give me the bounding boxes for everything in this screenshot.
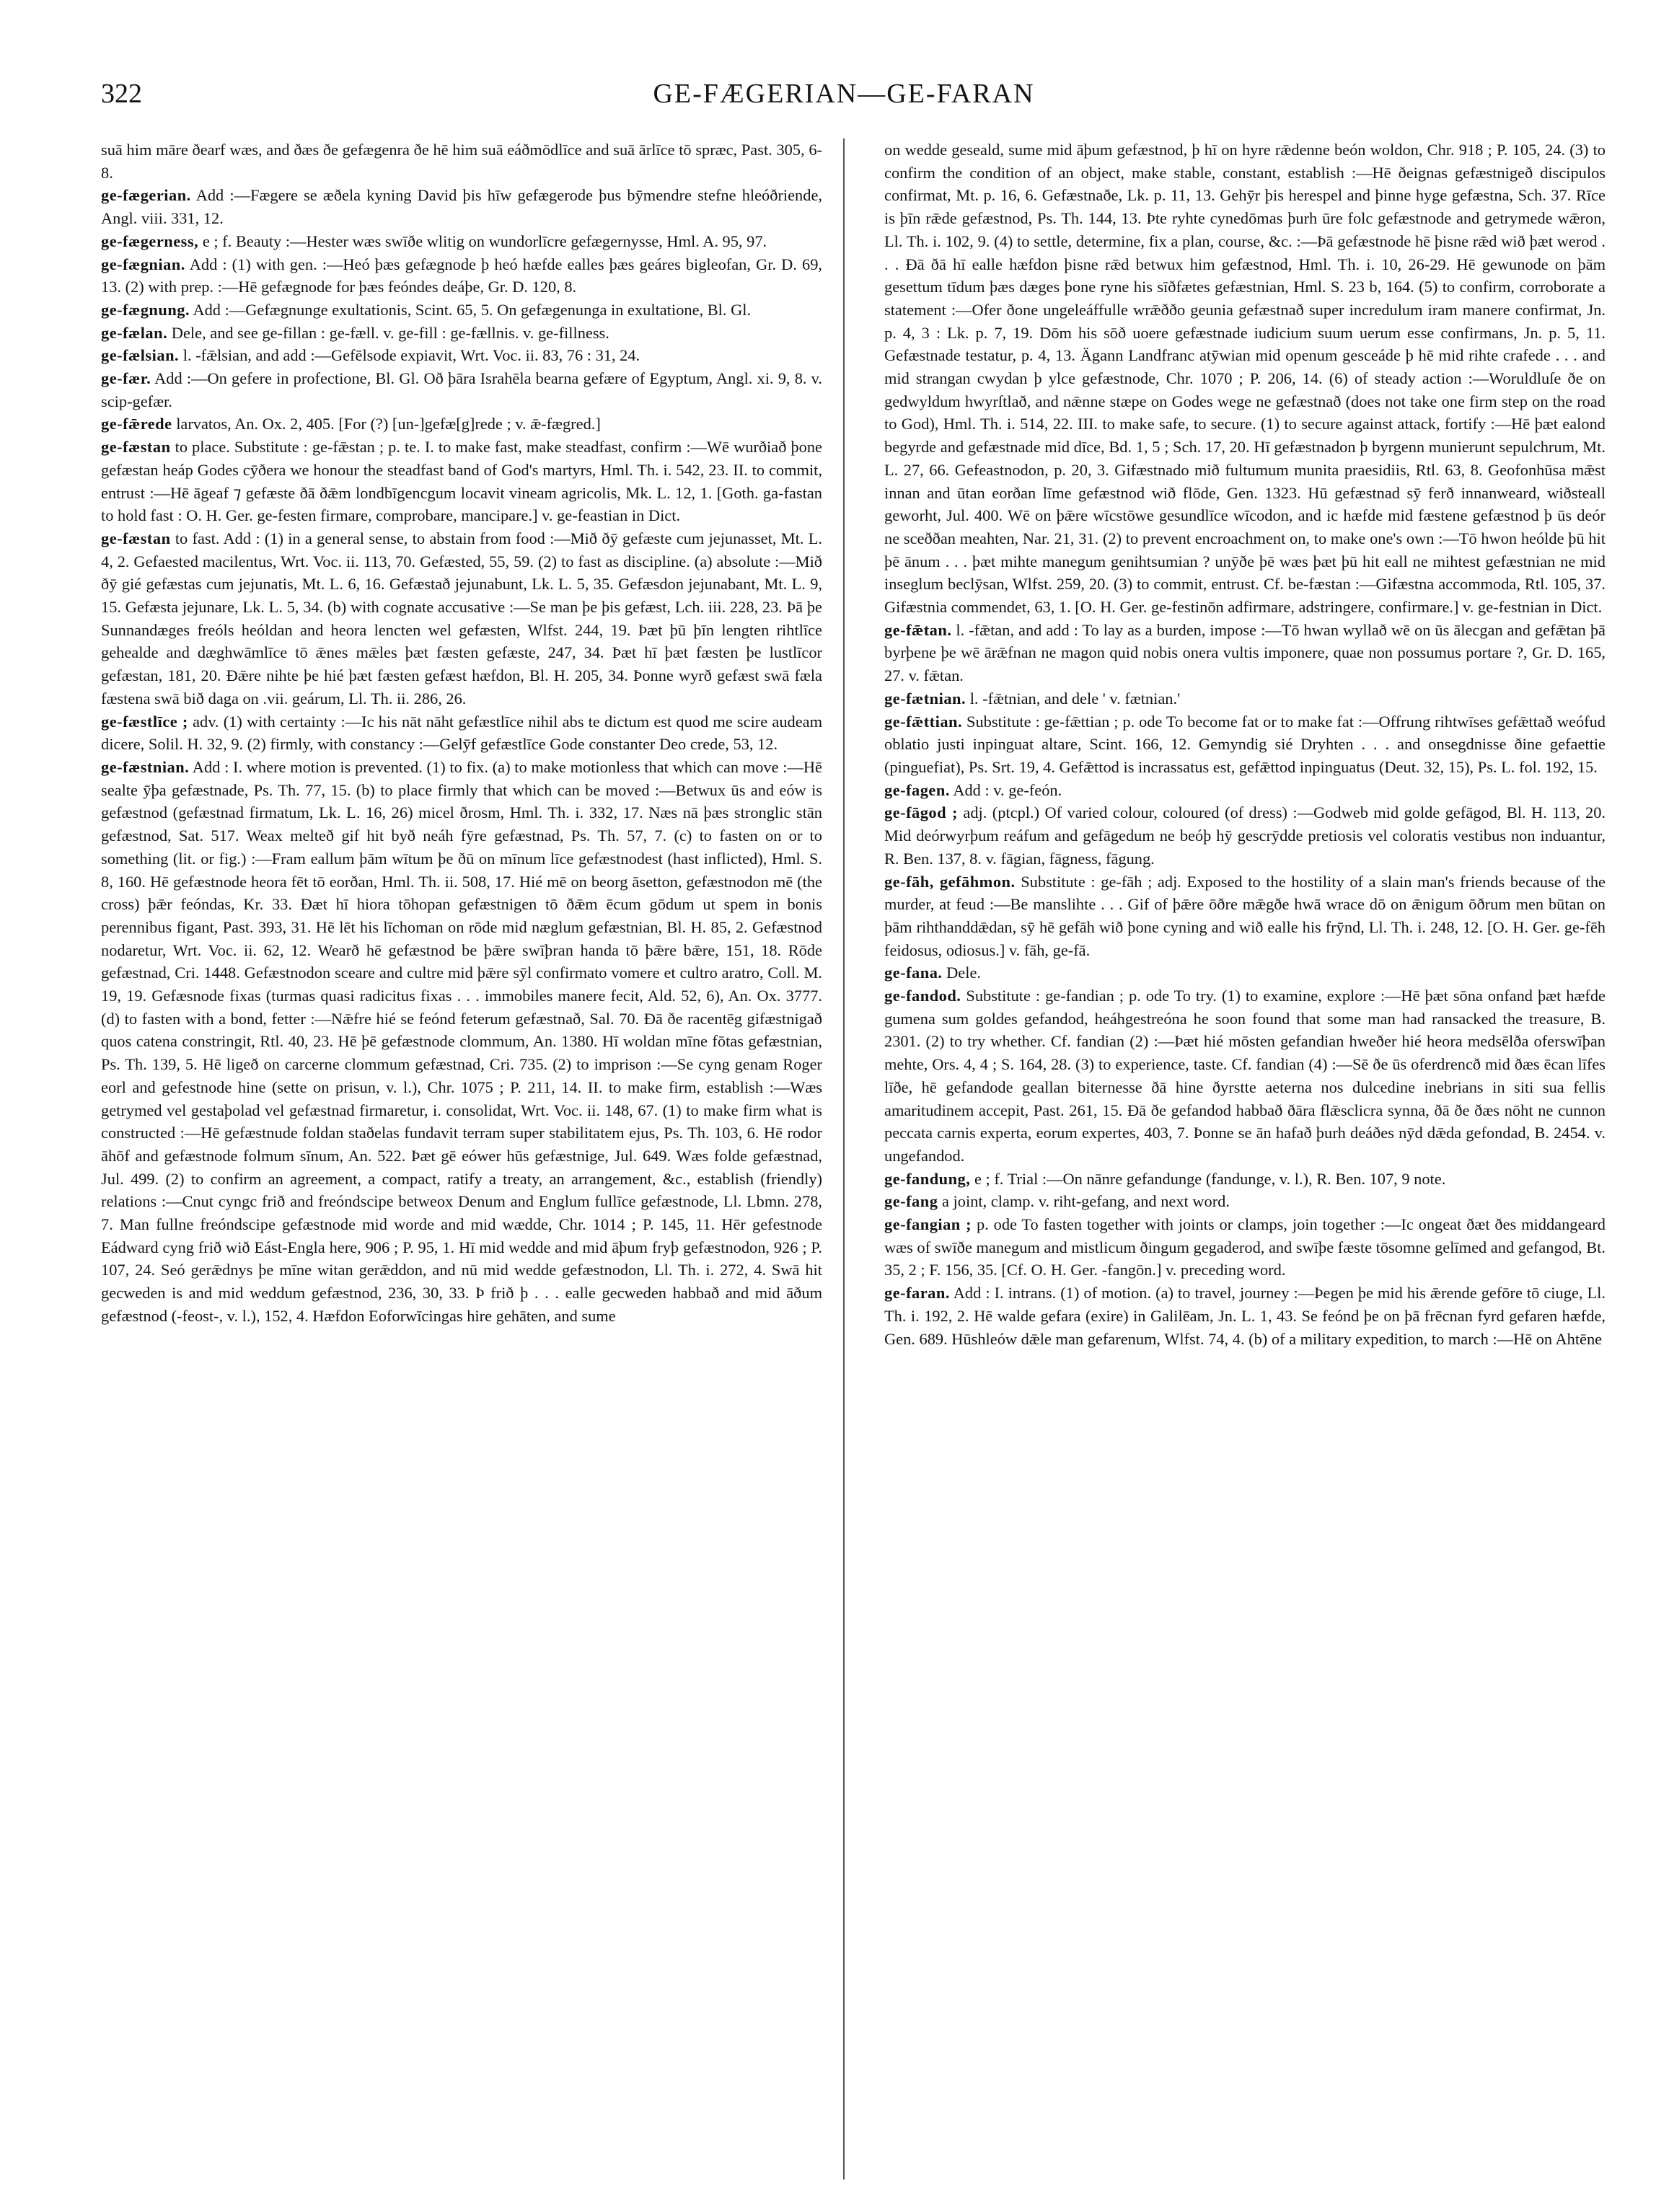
dictionary-entry <box>884 961 1606 984</box>
dictionary-entry <box>884 1168 1606 1191</box>
entry-text: p. ode To fasten together with joints or clamps, join together :—Ic ongeat ðæt ðes middangeard wæs of swīðe manegum and mistlicum ðingum gegaderod, and swīþe fæste tōsomne gelīmed and gefangod, Bt. 35, 2 ; F. 156, 35. [Cf. O. H. Ger. -fangōn.] v. preceding word. <box>884 1215 1606 1279</box>
entry-headword: ge-fæstan <box>101 529 171 547</box>
dictionary-entry <box>101 230 822 253</box>
entry-headword: ge-fæstan <box>101 438 171 457</box>
entry-text: l. -fǣlsian, and add :—Gefēlsode expiavit, Wrt. Voc. ii. 83, 76 : 31, 24. <box>182 346 640 365</box>
entry-text: Dele, and see ge-fillan : ge-fæll. v. ge-fill : ge-fællnis. v. ge-fillness. <box>171 323 609 342</box>
dictionary-entry <box>101 413 822 436</box>
entry-text: Dele. <box>946 964 981 982</box>
dictionary-entry <box>884 710 1606 779</box>
entry-headword: ge-faran. <box>884 1284 950 1303</box>
entry-text: Add :—On gefere in profectione, Bl. Gl. Oð þāra Israhēla bearna gefære of Egyptum, Angl. xi. 9, 8. v. scip-gefær. <box>101 369 822 410</box>
entry-headword: ge-fær. <box>101 369 151 388</box>
entry-text: adj. (ptcpl.) Of varied colour, coloured (of dress) :—Godweb mid golde gefāgod, Bl. H. 113, 20. Mid deórwyrþum reáfum and gefāgedum ne beóþ hȳ gescrȳdde pretiosis vel coloratis vestibus non induantur, R. Ben. 137, 8. v. fāgian, fāgness, fāgung. <box>884 803 1606 868</box>
dictionary-entry <box>101 710 822 756</box>
entry-headword: ge-fagen. <box>884 780 950 799</box>
entry-headword: ge-fandod. <box>884 987 961 1005</box>
entry-text: a joint, clamp. v. riht-gefang, and next word. <box>942 1192 1230 1211</box>
running-head: GE-FÆGERIAN—GE-FARAN <box>653 79 1035 109</box>
dictionary-entry <box>884 1213 1606 1282</box>
entry-text: e ; f. Trial :—On nānre gefandunge (fandunge, v. l.), R. Ben. 107, 9 note. <box>974 1169 1446 1188</box>
right-column <box>884 138 1606 2180</box>
dictionary-entry <box>101 527 822 710</box>
entry-text: Substitute : ge-fandian ; p. ode To try. (1) to examine, explore :—Hē þæt sōna onfand þæt hæfde gumena sum goldes gefandod, heáhgestreóna he soon found that some man had ransacked the treasure, B. 2301. (2) to try whether. Cf. fandian (2) :—Þæt hié mōsten gefandian hweðer hié heora medsēlða oferswīþan mehte, Ors. 4, 4 ; S. 164, 28. (3) to experience, taste. Cf. fandian (4) :—Sē ðe ūs oferdrencð mid ðæs ēcan līfes līðe, hē gefandode geallan biternesse ðā hine ðyrstte aeterna nos dulcedine inebrians in siti sua fellis amaritudinem accepit, Past. 261, 15. Ðā ðe gefandod habbað ðāra flǣsclicra synna, ðā ðe ðæs nōht ne cunnon peccata carnis experta, eorum expertes, 403, 7. Þonne se ān hafað þurh deáðes nȳd dǣda gefondad, B. 2454. v. ungefandod. <box>884 987 1606 1165</box>
left-column <box>101 138 822 2180</box>
entry-text: Add :—Fægere se æðela kyning David þis hīw gefægerode þus bȳmendre stefne hleóðriende, Angl. viii. 331, 12. <box>101 186 822 228</box>
entry-text: Add : I. intrans. (1) of motion. (a) to travel, journey :—Þegen þe mid his ǣrende gefōre tō ciuge, Ll. Th. i. 192, 2. Hē walde gefara (exire) in Galilēam, Jn. L. 1, 43. Se feónd þe on þā frēcnan fyrd gefaren hæfde, Gen. 689. Hūshleów dǣle man gefarenum, Wlfst. 74, 4. (b) of a military expedition, to march :—Hē on Ahtēne <box>884 1284 1606 1348</box>
dictionary-entry <box>884 1190 1606 1213</box>
entry-headword: ge-fælsian. <box>101 346 180 365</box>
entry-headword: ge-fangian ; <box>884 1215 972 1234</box>
dictionary-entry <box>101 138 822 184</box>
entry-headword: ge-fāgod ; <box>884 803 958 822</box>
entry-headword: ge-fandung, <box>884 1169 971 1188</box>
dictionary-entry <box>101 184 822 229</box>
entry-headword: ge-fægerian. <box>101 186 191 205</box>
entry-headword: ge-fana. <box>884 964 943 982</box>
dictionary-entry <box>101 322 822 345</box>
dictionary-entry <box>884 619 1606 687</box>
dictionary-entry <box>884 779 1606 802</box>
entry-text: suā him māre ðearf wæs, and ðæs ðe gefægenra ðe hē him suā eáðmōdlīce and suā ārlīce tō spræc, Past. 305, 6-8. <box>101 141 822 182</box>
entry-headword: ge-fægnian. <box>101 255 185 273</box>
entry-headword: ge-fǣtan. <box>884 620 952 639</box>
dictionary-entry <box>101 344 822 367</box>
entry-headword: ge-fægerness, <box>101 232 199 250</box>
dictionary-entry <box>101 367 822 413</box>
column-divider <box>843 138 845 2180</box>
entry-text: to place. Substitute : ge-fǣstan ; p. te. I. to make fast, make steadfast, confirm :—Wē wurðiað þone gefæstan heáp Godes cȳðera we honour the steadfast band of God's martyrs, Hml. Th. i. 542, 23. II. to commit, entrust :—Hē āgeaf ⁊ gefæste ðā ðǣm londbīgencgum locavit vineam agricolis, Mk. L. 12, 1. [Goth. ga-fastan to hold fast : O. H. Ger. ge-festen firmare, comprobare, mancipare.] v. ge-feastian in Dict. <box>101 438 822 525</box>
dictionary-entry <box>884 984 1606 1168</box>
entry-text: Substitute : ge-fǣttian ; p. ode To become fat or to make fat :—Offrung rihtwīses gefǣttað weófud oblatio justi inpinguat altare, Scint. 166, 12. Gemyndig sié Dryhten . . . and onsegdnisse ðine gefaettie (pinguefiat), Ps. Srt. 19, 4. Gefǣttod is incrassatus est, gefǣttod inpinguatus (Deut. 32, 15), Ps. L. fol. 192, 15. <box>884 712 1606 776</box>
entry-headword: ge-fægnung. <box>101 300 190 319</box>
entry-headword: ge-fæstlīce ; <box>101 712 188 731</box>
dictionary-entry <box>884 801 1606 870</box>
dictionary-entry <box>101 299 822 322</box>
entry-headword: ge-fǣrede <box>101 415 172 433</box>
entry-text: Add :—Gefægnunge exultationis, Scint. 65, 5. On gefægenunga in exultatione, Bl. Gl. <box>193 300 752 319</box>
dictionary-entry <box>101 436 822 527</box>
dictionary-entry <box>101 253 822 299</box>
dictionary-entry <box>101 756 822 1328</box>
entry-text: Add : I. where motion is prevented. (1) to fix. (a) to make motionless that which can move :—Hē sealte ȳþa gefæstnade, Ps. Th. 77, 15. (b) to place firmly that which can be moved :—Betwux ūs and eów is gefæstnod (gefæstnad firmatum, Lk. L. 16, 26) micel ðrosm, Hml. Th. i. 332, 17. Næs nā þæs stronglic stān gefæstnod, Sat. 517. Weax melteð gif hit byð neáh fȳre gefæstnad, Ps. Th. 57, 7. (c) to fasten on or to something (lit. or fig.) :—Fram eallum þām wītum þe ðū on mīnum līce gefæstnodest (hast inflicted), Hml. S. 8, 160. Hē gefæstnode heora fēt tō eorðan, Hml. Th. ii. 508, 17. Hié mē on beorg āsetton, gefæstnodon mē (the cross) þǣr feóndas, Kr. 33. Ðæt hī hiora tōhopan gefæstnigen tō ðǣm ēcum gōdum ut spem in bonis perennibus figant, Past. 393, 31. Hē lēt his līchoman on rōde mid næglum gefæstnian, Bl. H. 85, 2. Gefæstnod nodaretur, Wrt. Voc. ii. 62, 12. Wearð hē gefæstnod be þǣre swīþran handa tō þǣre bǣre, 151, 18. Rōde gefæstnad, Cri. 1448. Gefæstnodon sceare and cultre mid þǣre sȳl confirmato vomere et cultro aratro, Coll. M. 19, 19. Gefæsnode fixas (turmas quasi radicitus fixas . . . immobiles manere fecit, Ald. 52, 6), An. Ox. 3777. (d) to fasten with a bond, fetter :—Nǣfre hié se feónd feterum gefæstnað, Sal. 70. Ðā ðe racentēg gifæstnigað quos catena constringit, Rtl. 40, 23. Hē þē gefæstnode clommum, An. 1380. Hī woldan mīne fōtas gefæstnian, Ps. Th. 139, 5. Hē ligeð on carcerne clommum gefæstnad, Cri. 735. (2) to imprison :—Se cyng genam Roger eorl and gefestnode hine (sette on prisun, v. l.), Chr. 1075 ; P. 211, 14. II. to make firm, establish :—Wæs getrymed vel gestaþolad vel gefæstnad firmaretur, i. consolidat, Wrt. Voc. ii. 148, 67. (1) to make firm what is constructed :—Hē gefæstnude foldan staðelas fundavit terram super stabilitatem ejus, Ps. Th. 103, 6. Hē rodor āhōf and gefæstnode folmum sīnum, An. 522. Þæt gē eówer hūs gefæstnige, Jul. 649. Wæs folde gefæstnad, Jul. 499. (2) to confirm an agreement, a compact, ratify a treaty, an arrangement, &c., establish (friendly) relations :—Cnut cyngc frið and freóndscipe betweox Denum and Englum fullīce gefæstnode, Ll. Lbmn. 278, 7. Man fullne freóndscipe gefæstnode mid worde and mid wædde, Chr. 1014 ; P. 145, 11. Hēr gefestnode Eádward cyng frið wið Eást-Engla here, 906 ; P. 95, 1. Hī mid wedde and mid āþum fryþ gefæstnodon, 926 ; P. 107, 24. Seó gerǣdnys þe mīne witan gerǣddon, and nū mid wedde gefæstnodon, Ll. Th. i. 272, 4. Swā hit gecweden is and mid weddum gefæstnod, 236, 30, 33. Þ frið þ . . . ealle gecweden habbað and mid āðum gefæstnod (-feost-, v. l.), 152, 4. Hæfdon Eoforwīcingas hire gehāten, and sume <box>101 757 822 1325</box>
dictionary-entry <box>884 1282 1606 1350</box>
page-header <box>101 78 1587 121</box>
entry-headword: ge-fælan. <box>101 323 168 342</box>
entry-headword: ge-fāh, gefāhmon. <box>884 872 1016 891</box>
dictionary-entry <box>884 871 1606 962</box>
entry-text: on wedde geseald, sume mid āþum gefæstnod, þ hī on hyre rǣdenne beón woldon, Chr. 918 ; P. 105, 24. (3) to confirm the condition of an object, make stable, constant, establish :—Hē ðeignas gefæstnigeð discipulos confirmat, Mt. p. 16, 6. Gefæstnaðe, Lk. p. 11, 13. Gehȳr þis herespel and þinne hyge gefæstna, Sch. 37. Rīce is þīn rǣde gefæstnod, Ps. Th. 144, 13. Þte ryhte cynedōmas þurh ūre folc gefæstnode and getrymede wǣron, Ll. Th. i. 102, 9. (4) to settle, determine, fix a plan, course, &c. :—Þā gefæstnode hē þisne rǣd wið þæt werod . . . Ðā ðā hī ealle hæfdon þisne rǣd betwux him gefæstnod, Hml. Th. i. 10, 26-29. Hē gewunode on þām gesettum tīdum þæs dæges þone ryne his sīðfætes gefæstnian, Hml. S. 23 b, 164. (5) to confirm, corroborate a statement :—Ofer ðone ungeleáffulle wrǣððo geunia gefæstnað super incredulum iram manere confirmat, Jn. p. 4, 3 : Lk. p. 7, 19. Dōm his sōð uoere gefæstnade iudicium suum uerum esse confirmans, Jn. p. 5, 11. Gefæstnade testatur, p. 4, 13. Ägann Landfranc atȳwian mid openum gesceáde þ hē mid rihte crafede . . . and mid strangan cwydan þ ylce gefæstnode, Chr. 1070 ; P. 206, 14. (6) of steady action :—Woruldluſe ðe on gedwyldum hwyrſtlað, and nǣnne stæpe on Godes wege ne gefæstnað (does not take one firm step on the road to God), Hml. Th. i. 514, 22. III. to make safe, to secure. (1) to secure against attack, fortify :—Hē þæt ealond begyrde and gefæstnade mid dīce, Bd. 1, 5 ; Sch. 17, 20. Hī gefæstnadon þ byrgenn munierunt sepulchrum, Mt. L. 27, 66. Gefeastnodon, p. 20, 3. Gifæstnado mið fultumum munita praesidiis, Rtl. 63, 8. Geofonhūsa mǣst innan and ūtan eorðan līme gefæstnod wið flōde, Gen. 1323. Hū gefæstnad sȳ ferð innanweard, wiðsteall geworht, Jul. 400. Wē on þǣre wīcstōwe gesundlīce wīcodon, and ic hæfde mid fæstene gefæstnod þ ūs deór ne sceððan meahten, Nar. 21, 31. (2) to prevent encroachment on, to make one's own :—Tō hwon heólde þū hit þē ānum . . . þæt mihte manegum genihtsumian ? unȳðe þē wæs þæt þū hit eall ne mihtest gefæstnian ne mid inseglum beclȳsan, Wlfst. 259, 20. (3) to commit, entrust. Cf. be-fæstan :—Gifæstna accommoda, Rtl. 105, 37. Gifæstnia commendet, 63, 1. [O. H. Ger. ge-festinōn adfirmare, adstringere, confirmare.] v. ge-festnian in Dict. <box>884 141 1606 617</box>
dictionary-entry <box>884 138 1606 619</box>
entry-text: l. -fǣtan, and add : To lay as a burden, impose :—Tō hwan wyllað wē on ūs ālecgan and gefǣtan þā byrþene þe wē ārǣfnan ne magon quid nobis onera vultis imponere, quae non possumus portare ?, Gr. D. 165, 27. v. fǣtan. <box>884 620 1606 685</box>
entry-headword: ge-fǣttian. <box>884 712 963 731</box>
entry-text: Add : (1) with gen. :—Heó þæs gefægnode þ heó hæfde ealles þæs geáres bigleofan, Gr. D. 69, 13. (2) with prep. :—Hē gefægnode for þæs feóndes deáþe, Gr. D. 120, 8. <box>101 255 822 296</box>
entry-text: e ; f. Beauty :—Hester wæs swīðe wlitig on wundorlīcre gefægernysse, Hml. A. 95, 97. <box>202 232 767 250</box>
entry-text: l. -fǣtnian, and dele ' v. fætnian.' <box>969 689 1181 708</box>
entry-text: Add : v. ge-feón. <box>953 780 1062 799</box>
entry-text: to fast. Add : (1) in a general sense, to abstain from food :—Mið ðȳ gefæste cum jejunasset, Mt. L. 4, 2. Gefaested macilentus, Wrt. Voc. ii. 113, 70. Gefæsted, 55, 59. (2) to fast as discipline. (a) absolute :—Mið ðȳ gié gefæstas cum jejunatis, Mt. L. 6, 16. Gefæstað jejunabunt, Lk. L. 5, 35. Gefæsdon jejunabant, Mt. L. 9, 15. Gefæsta jejunare, Lk. L. 5, 34. (b) with cognate accusative :—Se man þe þis gefæst, Lch. iii. 228, 23. Þā þe Sunnandæges freóls heóldan and heora lencten wel gefæsten, Wlfst. 244, 19. Þæt þū þīn lengten rihtlīce gehealde and dæghwāmlīce tō ǣnes mǣles þæt fæsten gefæste, 247, 34. Þæt hī þæt fæsten þe lustlīcor gefæstan, 181, 20. Ðǣre nihte þe hié þæt fæsten gefæst hæfdon, Bl. H. 205, 34. Þonne wyrð gefæst swā fæla fæstena swā bið daga on .vii. geárum, Ll. Th. ii. 286, 26. <box>101 529 822 708</box>
entry-headword: ge-fæstnian. <box>101 757 190 776</box>
entry-text: larvatos, An. Ox. 2, 405. [For (?) [un-]gefæ[g]rede ; v. ǣ-fægred.] <box>176 415 601 433</box>
entry-headword: ge-fætnian. <box>884 689 966 708</box>
entry-headword: ge-fang <box>884 1192 938 1211</box>
entry-text: Substitute : ge-fāh ; adj. Exposed to the hostility of a slain man's friends because of the murder, at feud :—Be manslihte . . . Gif of þǣre ōðre mǣgðe hwā wrace dō on ǣnigum ōðrum men būtan on þām rihthanddǣdan, sȳ hē gefāh wið þone cyning and wið ealle his frȳnd, Ll. Th. i. 248, 12. [O. H. Ger. ge-fēh feidosus, odiosus.] v. fāh, ge-fā. <box>884 872 1606 959</box>
page-number: 322 <box>101 79 142 109</box>
entry-text: adv. (1) with certainty :—Ic his nāt nāht gefæstlīce nihil abs te dictum est quod me scire audeam dicere, Solil. H. 32, 9. (2) firmly, with constancy :—Gelȳf gefæstlīce Gode constanter Deo crede, 53, 12. <box>101 712 822 754</box>
dictionary-entry <box>884 687 1606 710</box>
